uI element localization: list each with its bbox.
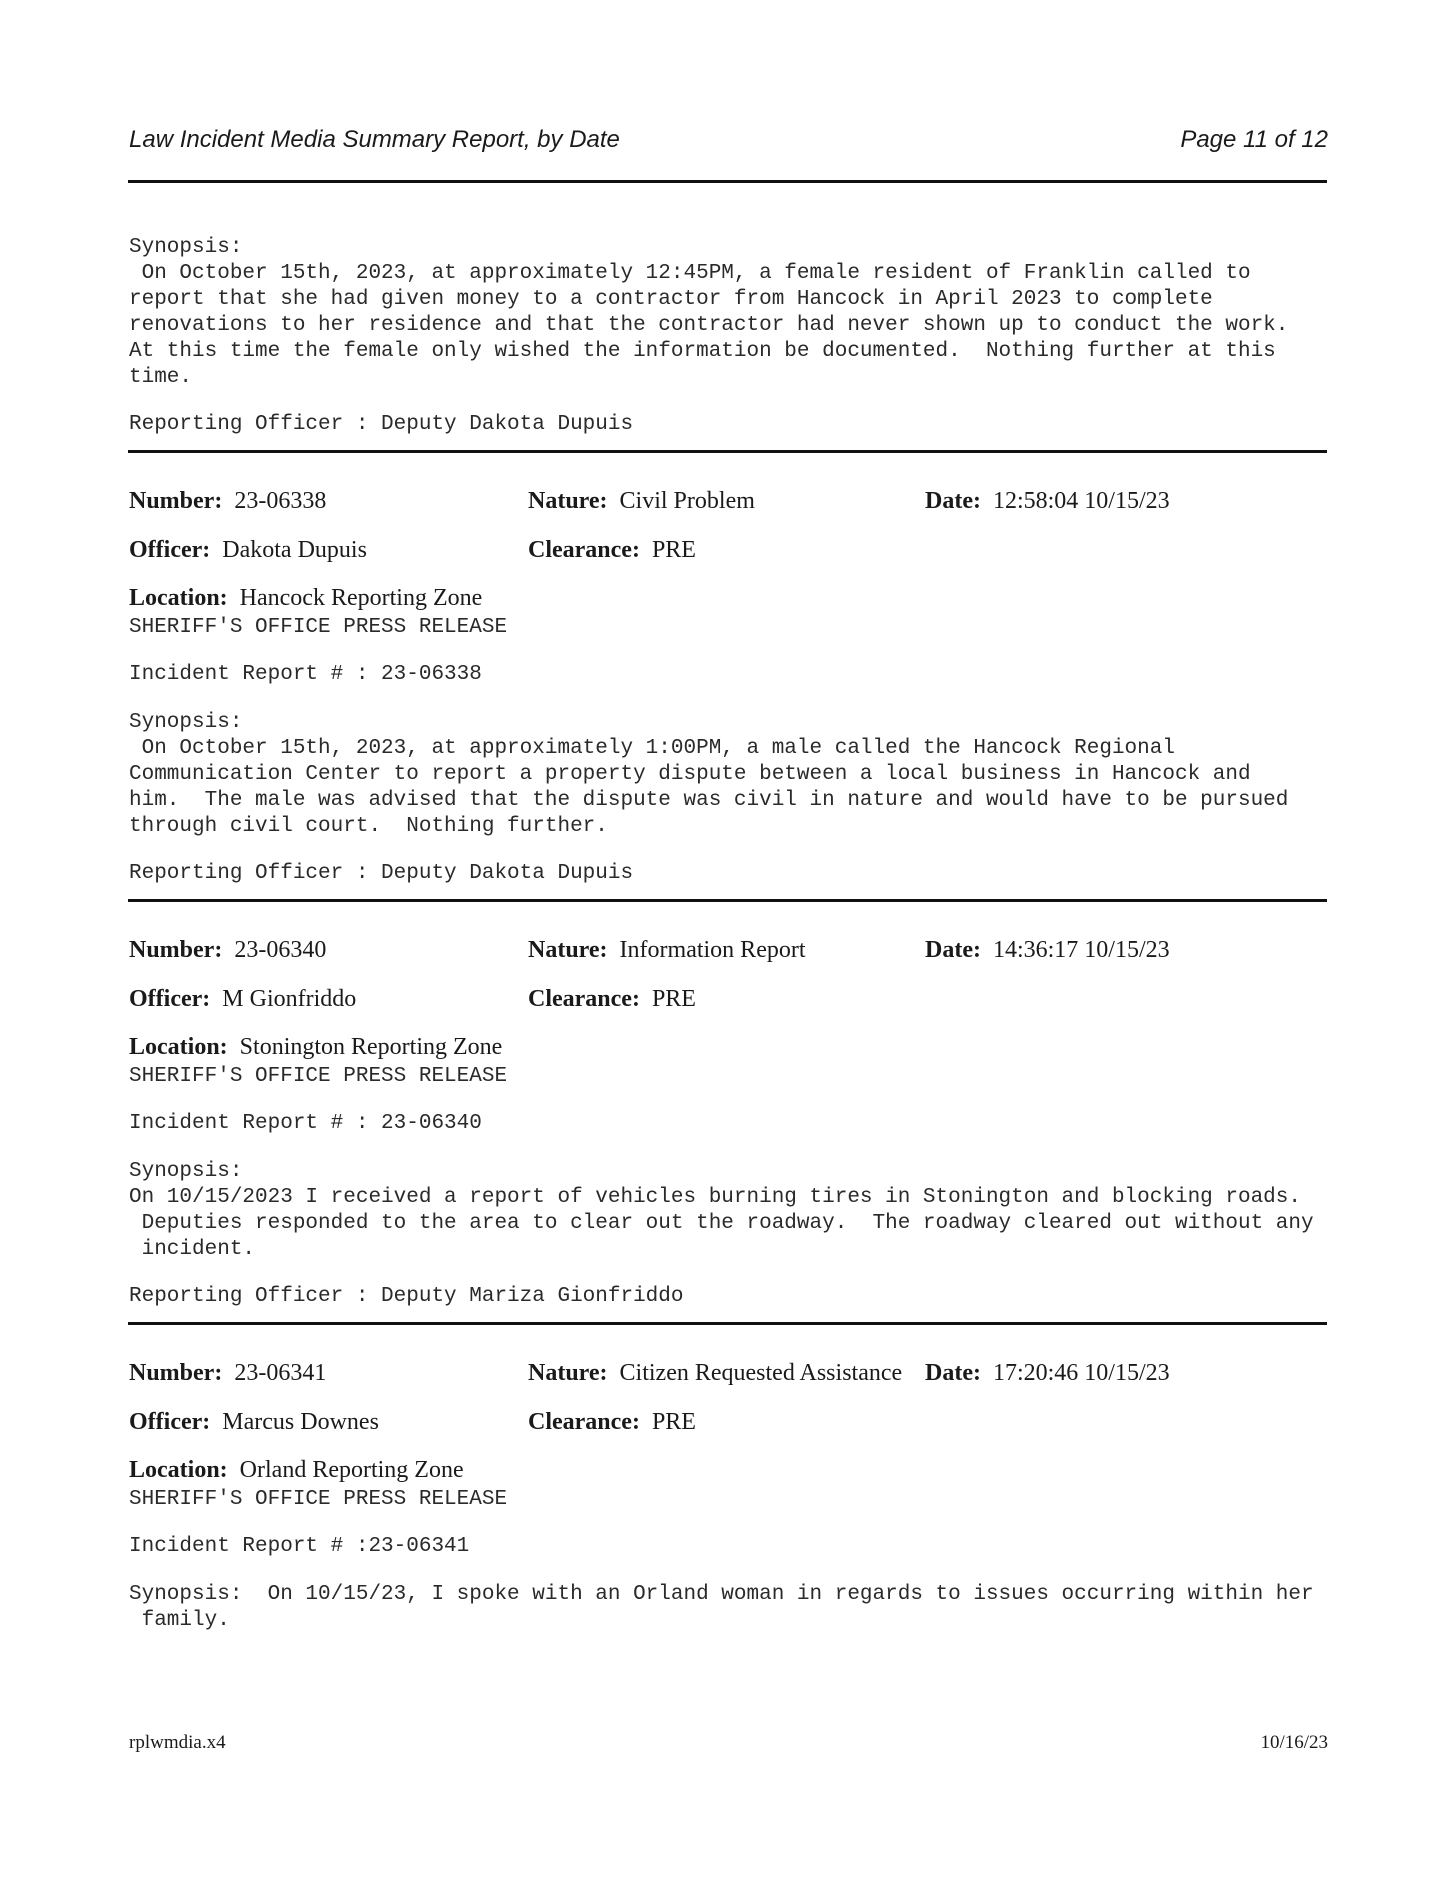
synopsis-line: At this time the female only wished the information be documented. Nothing further at this — [129, 340, 1276, 363]
incident-report-number: Incident Report # :23-06341 — [129, 1535, 470, 1558]
clearance-label: Clearance: — [528, 986, 640, 1012]
header-divider — [128, 180, 1327, 183]
synopsis-line: Deputies responded to the area to clear out the roadway. The roadway cleared out without any — [129, 1212, 1314, 1235]
clearance-label: Clearance: — [528, 537, 640, 563]
officer-label: Officer: — [129, 1409, 211, 1435]
number-value: 23-06338 — [234, 488, 327, 514]
press-release-line: SHERIFF'S OFFICE PRESS RELEASE — [129, 616, 508, 639]
incident-date — [925, 1360, 1170, 1387]
clearance-value: PRE — [651, 986, 696, 1012]
nature-value: Civil Problem — [619, 488, 755, 514]
synopsis-line: On October 15th, 2023, at approximately 12:45PM, a female resident of Franklin called to — [129, 262, 1251, 285]
date-label: Date: — [925, 937, 981, 963]
number-value: 23-06340 — [234, 937, 327, 963]
clearance-value: PRE — [651, 1409, 696, 1435]
location-value: Hancock Reporting Zone — [239, 585, 483, 611]
reporting-officer: Reporting Officer : Deputy Dakota Dupuis — [129, 862, 634, 885]
nature-value: Citizen Requested Assistance — [619, 1360, 903, 1386]
incident-nature — [528, 488, 755, 515]
nature-label: Nature: — [528, 488, 608, 514]
synopsis-line: On 10/15/2023 I received a report of vehicles burning tires in Stonington and blocking roads. — [129, 1186, 1301, 1209]
number-value: 23-06341 — [234, 1360, 327, 1386]
incident-clearance — [528, 986, 696, 1013]
nature-label: Nature: — [528, 937, 608, 963]
report-title: Law Incident Media Summary Report, by Date — [129, 126, 620, 153]
officer-label: Officer: — [129, 537, 211, 563]
location-label: Location: — [129, 1034, 228, 1060]
reporting-officer: Reporting Officer : Deputy Mariza Gionfriddo — [129, 1285, 684, 1308]
incident-nature — [528, 1360, 902, 1387]
incident-number — [129, 488, 326, 515]
synopsis-line: renovations to her residence and that the contractor had never shown up to conduct the work. — [129, 314, 1289, 337]
synopsis-line: On October 15th, 2023, at approximately 1:00PM, a male called the Hancock Regional — [129, 737, 1175, 760]
incident-officer — [129, 1409, 379, 1436]
incident-nature — [528, 937, 806, 964]
officer-value: Dakota Dupuis — [222, 537, 367, 563]
clearance-value: PRE — [651, 537, 696, 563]
incident-date — [925, 937, 1170, 964]
incident-number — [129, 1360, 326, 1387]
location-value: Stonington Reporting Zone — [239, 1034, 503, 1060]
synopsis-line: him. The male was advised that the dispute was civil in nature and would have to be pursued — [129, 789, 1289, 812]
incident-clearance — [528, 537, 696, 564]
incident-number — [129, 937, 326, 964]
synopsis-line: Synopsis: On 10/15/23, I spoke with an Orland woman in regards to issues occurring within her — [129, 1583, 1314, 1606]
number-label: Number: — [129, 488, 223, 514]
incident-officer — [129, 537, 367, 564]
location-label: Location: — [129, 585, 228, 611]
date-value: 14:36:17 10/15/23 — [992, 937, 1170, 963]
entry-divider — [128, 899, 1327, 902]
officer-value: Marcus Downes — [222, 1409, 379, 1435]
incident-location — [129, 585, 482, 612]
officer-label: Officer: — [129, 986, 211, 1012]
incident-report-number: Incident Report # : 23-06340 — [129, 1112, 482, 1135]
synopsis-line: incident. — [129, 1238, 256, 1261]
number-label: Number: — [129, 1360, 223, 1386]
clearance-label: Clearance: — [528, 1409, 640, 1435]
page-number: Page 11 of 12 — [1180, 126, 1328, 153]
entry-divider — [128, 1322, 1327, 1325]
synopsis-line: report that she had given money to a contractor from Hancock in April 2023 to complete — [129, 288, 1213, 311]
reporting-officer: Reporting Officer : Deputy Dakota Dupuis — [129, 413, 634, 436]
synopsis-label: Synopsis: — [129, 1160, 243, 1183]
incident-date — [925, 488, 1170, 515]
number-label: Number: — [129, 937, 223, 963]
officer-value: M Gionfriddo — [222, 986, 357, 1012]
date-label: Date: — [925, 1360, 981, 1386]
location-label: Location: — [129, 1457, 228, 1483]
footer-print-date: 10/16/23 — [1260, 1732, 1328, 1753]
synopsis-line: family. — [129, 1609, 230, 1632]
incident-clearance — [528, 1409, 696, 1436]
synopsis-line: through civil court. Nothing further. — [129, 815, 608, 838]
synopsis-line: Communication Center to report a property dispute between a local business in Hancock and — [129, 763, 1251, 786]
incident-officer — [129, 986, 356, 1013]
incident-location — [129, 1457, 464, 1484]
press-release-line: SHERIFF'S OFFICE PRESS RELEASE — [129, 1488, 508, 1511]
synopsis-label: Synopsis: — [129, 711, 243, 734]
entry-divider — [128, 450, 1327, 453]
footer-report-code: rplwmdia.x4 — [129, 1732, 226, 1753]
incident-report-number: Incident Report # : 23-06338 — [129, 663, 482, 686]
date-label: Date: — [925, 488, 981, 514]
date-value: 12:58:04 10/15/23 — [992, 488, 1170, 514]
nature-label: Nature: — [528, 1360, 608, 1386]
nature-value: Information Report — [619, 937, 806, 963]
location-value: Orland Reporting Zone — [239, 1457, 464, 1483]
press-release-line: SHERIFF'S OFFICE PRESS RELEASE — [129, 1065, 508, 1088]
date-value: 17:20:46 10/15/23 — [992, 1360, 1170, 1386]
synopsis-label: Synopsis: — [129, 236, 243, 259]
incident-location — [129, 1034, 502, 1061]
synopsis-line: time. — [129, 366, 193, 389]
